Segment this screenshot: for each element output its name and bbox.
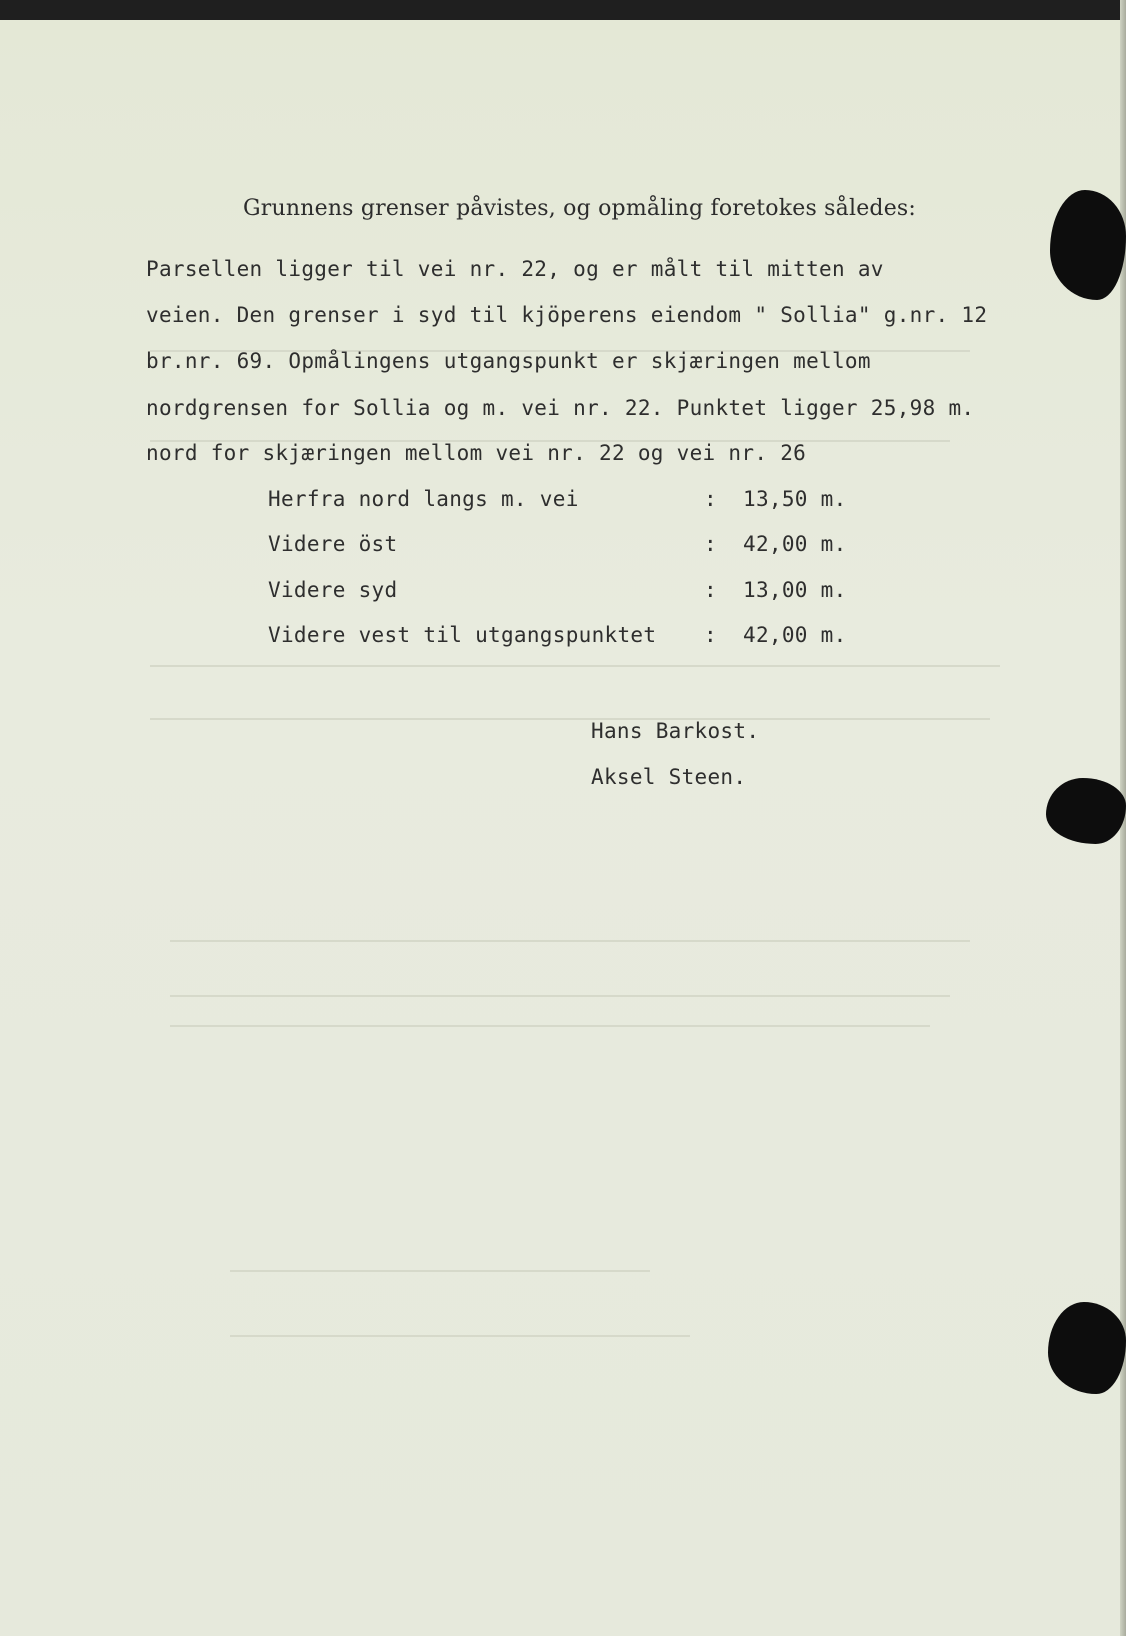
signature-name: Aksel Steen. (591, 765, 747, 789)
signature-name: Hans Barkost. (591, 719, 760, 743)
paragraph-line: nordgrensen for Sollia og m. vei nr. 22. Punktet ligger 25,98 m. (146, 396, 975, 420)
paragraph-line: br.nr. 69. Opmålingens utgangspunkt er skjæringen mellom (146, 349, 871, 373)
measurement-separator: : (704, 623, 717, 647)
measurement-value: 42,00 m. (743, 532, 847, 556)
measurement-value: 13,00 m. (743, 578, 847, 602)
punch-hole-middle (1046, 778, 1126, 844)
measurement-label: Videre syd (268, 578, 398, 602)
measurement-value: 13,50 m. (743, 487, 847, 511)
measurement-label: Herfra nord langs m. vei (268, 487, 579, 511)
measurement-separator: : (704, 487, 717, 511)
paragraph-line: veien. Den grenser i syd til kjöperens eiendom " Sollia" g.nr. 12 (146, 303, 988, 327)
document-heading: Grunnens grenser påvistes, og opmåling foretokes således: (243, 196, 917, 221)
paragraph-line: nord for skjæringen mellom vei nr. 22 og vei nr. 26 (146, 441, 807, 465)
bleed-through-line (230, 1335, 690, 1337)
bleed-through-line (170, 995, 950, 997)
bleed-through-line (150, 718, 990, 720)
bleed-through-line (170, 1025, 930, 1027)
bleed-through-line (150, 665, 1000, 667)
paragraph-line: Parsellen ligger til vei nr. 22, og er målt til mitten av (146, 257, 884, 281)
punch-hole-top (1050, 190, 1126, 300)
measurement-label: Videre vest til utgangspunktet (268, 623, 657, 647)
measurement-value: 42,00 m. (743, 623, 847, 647)
measurement-label: Videre öst (268, 532, 398, 556)
bleed-through-line (170, 940, 970, 942)
scan-top-border (0, 0, 1126, 20)
measurement-separator: : (704, 578, 717, 602)
measurement-separator: : (704, 532, 717, 556)
bleed-through-line (230, 1270, 650, 1272)
punch-hole-bottom (1048, 1302, 1126, 1394)
